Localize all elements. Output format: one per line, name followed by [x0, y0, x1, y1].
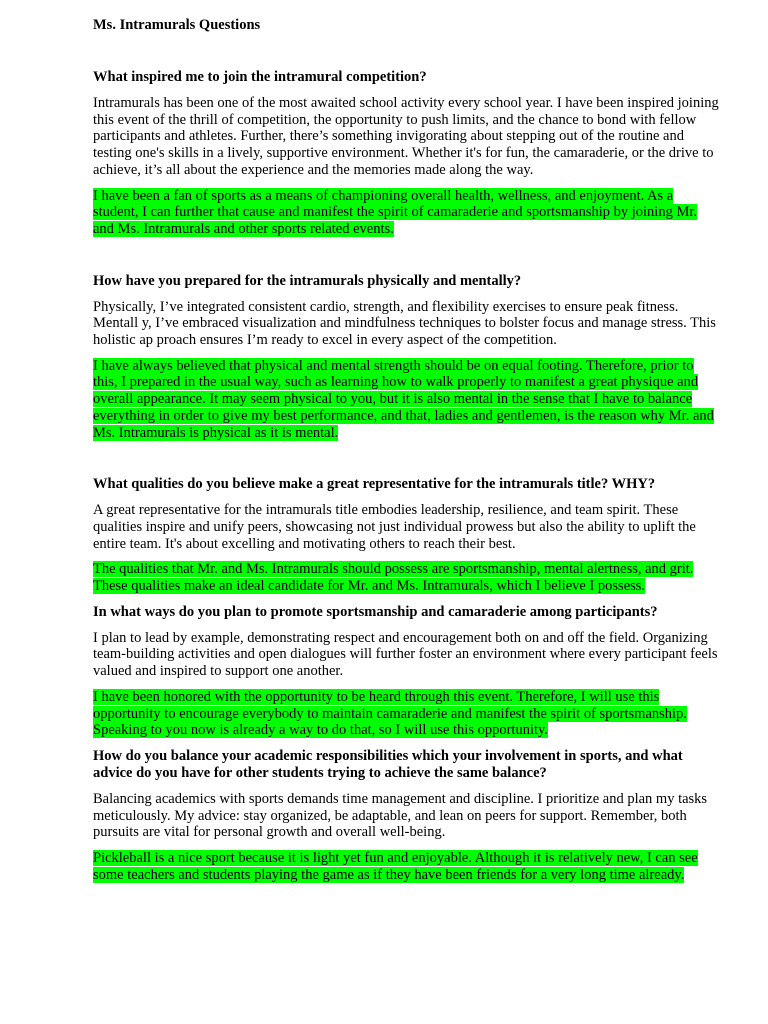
answer-1: Intramurals has been one of the most awaited school activity every school year. I have been inspired joining this event of the thrill of competition, the opportunity to push limits, and the chance to bond with fellow participants and athletes. Further, there’s something invigorating about stepping out of the routine and testing one's skills in a lively, supportive environment. Whether it's for fun, the camaraderie, or the drive to achieve, it’s all about the experience and the memories made along the way. — [93, 95, 719, 178]
highlighted-answer-1 — [93, 188, 719, 238]
document-title: Ms. Intramurals Questions — [93, 17, 261, 33]
question-1: What inspired me to join the intramural competition? — [93, 69, 427, 85]
highlight-text-3: The qualities that Mr. and Ms. Intramurals should possess are sportsmanship, mental alertness, and grit. These qualities make an ideal candidate for Mr. and Ms. Intramurals, which I believe I possess. — [93, 561, 694, 595]
highlighted-answer-4 — [93, 689, 719, 739]
question-4: In what ways do you plan to promote sportsmanship and camaraderie among participants? — [93, 603, 658, 620]
highlight-text-5: Pickleball is a nice sport because it is light yet fun and enjoyable. Although it is relatively new, I can see some teachers and students playing the game as if they have been friends for a very long time already. — [93, 850, 698, 883]
highlight-text-2: I have always believed that physical and mental strength should be on equal footing. Therefore, prior to this, I prepared in the usual way, such as learning how to walk properly to manifest a great physique and overall appearance. It may seem physical to you, but it is also mental in the sense that I have to balance everything in order to give my best performance, and that, ladies and gentlemen, is the reason why Mr. and Ms. Intramurals is physical as it is mental. — [93, 357, 714, 441]
question-3: What qualities do you believe make a great representative for the intramurals title? WHY? — [93, 476, 656, 493]
highlighted-answer-3 — [93, 561, 719, 594]
answer-5: Balancing academics with sports demands time management and discipline. I prioritize and plan my tasks meticulously. My advice: stay organized, be adaptable, and lean on peers for support. Remember, both pursuits are vital for personal growth and overall well-being. — [93, 790, 708, 841]
highlighted-answer-2 — [93, 358, 719, 442]
document-page — [93, 16, 719, 893]
answer-3: A great representative for the intramurals title embodies leadership, resilience, and team spirit. These qualities inspire and unify peers, showcasing not just individual prowess but also the ability to uplift the entire team. It's about excelling and motivating others to reach their best. — [93, 502, 696, 552]
answer-4: I plan to lead by example, demonstrating respect and encouragement both on and off the field. Organizing team-building activities and open dialogues will further foster an environment where every participant feels valued and inspired to support one another. — [93, 629, 718, 680]
section-spacer — [93, 247, 719, 273]
highlighted-answer-5 — [93, 850, 719, 883]
highlight-text-4: I have been honored with the opportunity to be heard through this event. Therefore, I will use this opportunity to encourage everybody to maintain camaraderie and manifest the spirit of sportsmanship. Speaking to you now is already a way to do that, so I will use this opportunity. — [93, 688, 687, 739]
highlight-text-1: I have been a fan of sports as a means of championing overall health, wellness, and enjoyment. As a student, I can further that cause and manifest the spirit of camaraderie and sportsmanship by joining Mr. and Ms. Intramurals and other sports related events. — [93, 187, 697, 237]
section-spacer — [93, 450, 719, 476]
question-5: How do you balance your academic responsibilities which your involvement in sports, and what advice do you have for other students trying to achieve the same balance? — [93, 747, 683, 781]
question-2: How have you prepared for the intramurals physically and mentally? — [93, 272, 522, 289]
answer-2: Physically, I’ve integrated consistent cardio, strength, and flexibility exercises to ensure peak fitness. Mentall y, I’ve embraced visualization and mindfulness techniques to bolster focus and manage stress. This holistic ap proach ensures I’m ready to excel in every aspect of the competition. — [93, 298, 716, 349]
